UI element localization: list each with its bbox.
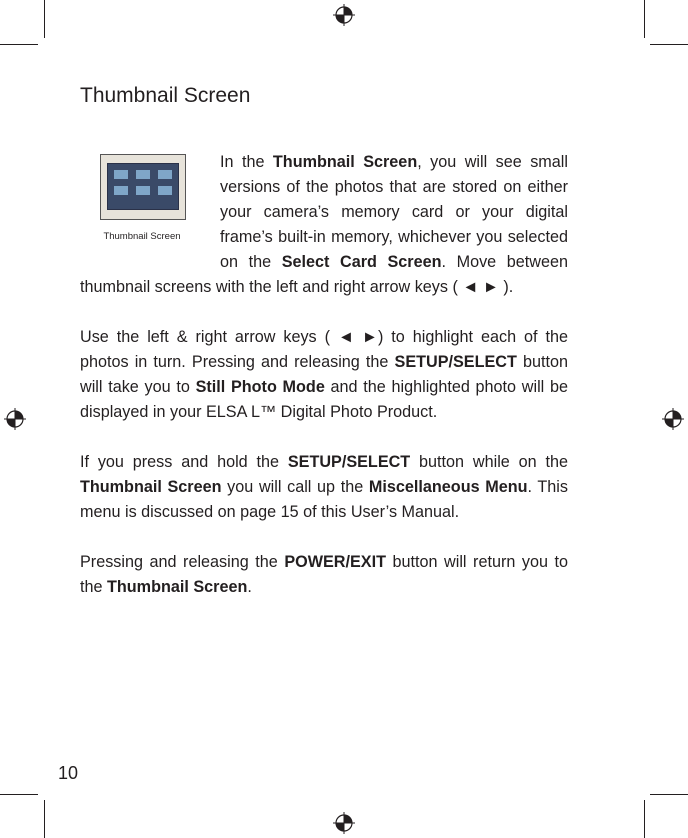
thumbnail-tile <box>136 170 150 179</box>
text-run: Use the left & right arrow keys ( ◄ ►) to highlight each of the photos in turn. Pressing and releasing the <box>80 328 568 371</box>
term-thumbnail-screen: Thumbnail Screen <box>80 478 222 496</box>
text-run: , you will see small versions of the photos that are stored on either your camera’s memory card or your digital frame’s built-in memory, whichever you selected on the <box>220 153 568 271</box>
term-thumbnail-screen: Thumbnail Screen <box>107 578 248 596</box>
paragraph-misc-menu <box>80 450 568 525</box>
crop-mark-bottom-left-vertical <box>44 800 45 838</box>
text-run: button will take you to <box>80 353 568 396</box>
figure-caption: Thumbnail Screen <box>103 231 181 242</box>
text-run: and the highlighted photo will be displayed in your ELSA L™ Digital Photo Product. <box>80 378 568 421</box>
body-text <box>80 150 568 625</box>
term-miscellaneous-menu: Miscellaneous Menu <box>368 478 528 496</box>
crop-mark-bottom-right-horizontal <box>650 794 688 795</box>
crop-mark-top-right-vertical <box>644 0 645 38</box>
text-run: . This menu is discussed on page 15 of this User’s Manual. <box>80 478 568 521</box>
thumbnail-tile <box>114 186 128 195</box>
thumbnail-tile <box>114 170 128 179</box>
term-thumbnail-screen: Thumbnail Screen <box>272 153 418 171</box>
crop-mark-top-left-horizontal <box>0 44 38 45</box>
text-run: you will call up the <box>221 478 369 496</box>
registration-mark-icon <box>4 408 26 430</box>
term-still-photo-mode: Still Photo Mode <box>195 378 325 396</box>
section-title: Thumbnail Screen <box>80 84 251 107</box>
text-run: Pressing and releasing the <box>80 553 285 571</box>
text-run: If you press and hold the <box>80 453 288 471</box>
text-run: . Move between thumbnail screens with the left and right arrow keys ( ◄ ► ). <box>80 253 568 296</box>
thumbnail-tile <box>136 186 150 195</box>
term-setup-select: SETUP/SELECT <box>394 353 517 371</box>
term-select-card-screen: Select Card Screen <box>281 253 442 271</box>
thumbnail-tile <box>158 186 172 195</box>
registration-mark-icon <box>662 408 684 430</box>
crop-mark-bottom-left-horizontal <box>0 794 38 795</box>
text-run: button while on the <box>410 453 568 471</box>
thumbnail-figure <box>80 150 220 268</box>
thumbnail-screen-image <box>100 154 186 220</box>
paragraph-arrow-keys <box>80 325 568 425</box>
crop-mark-top-right-horizontal <box>650 44 688 45</box>
thumbnail-tile <box>158 170 172 179</box>
paragraph-power-exit <box>80 550 568 600</box>
crop-mark-top-left-vertical <box>44 0 45 38</box>
crop-mark-bottom-right-vertical <box>644 800 645 838</box>
thumbnail-screen-display <box>107 163 179 210</box>
text-run: In the <box>220 153 273 171</box>
text-run: . <box>247 578 252 596</box>
page-number: 10 <box>58 763 79 783</box>
registration-mark-icon <box>333 4 355 26</box>
term-setup-select: SETUP/SELECT <box>287 453 411 471</box>
text-run: button will return you to the <box>80 553 569 596</box>
registration-mark-icon <box>333 812 355 834</box>
term-power-exit: POWER/EXIT <box>284 553 386 571</box>
